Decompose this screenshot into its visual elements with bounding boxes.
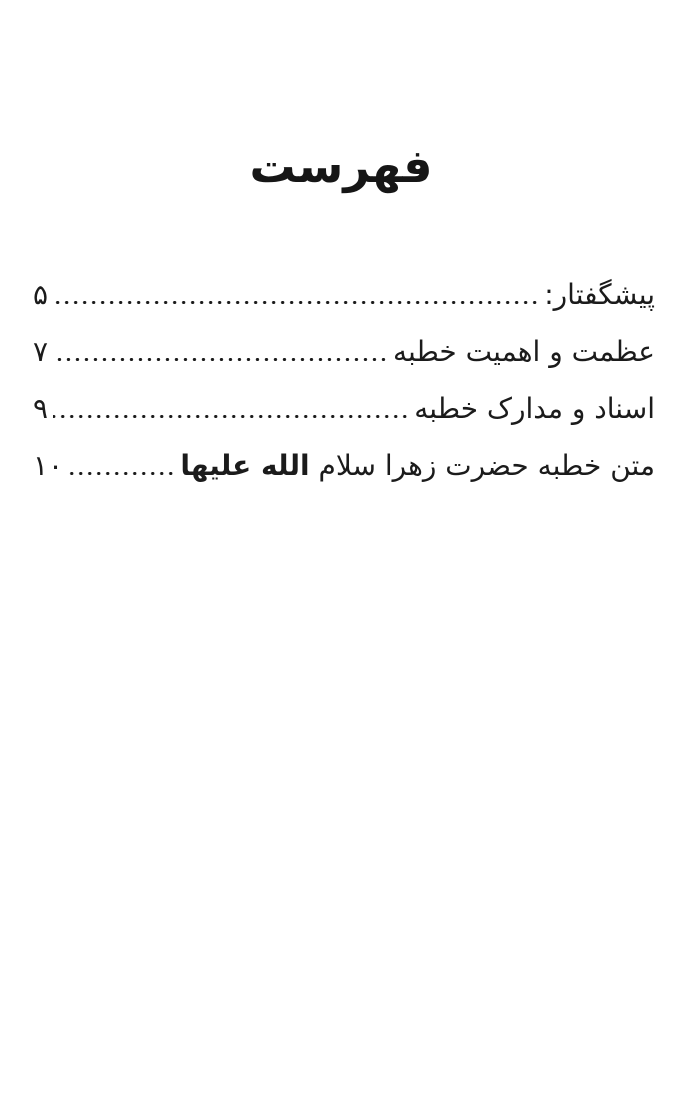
dotted-leader bbox=[53, 301, 539, 304]
toc-entry-label-honorific: الله علیها bbox=[180, 449, 310, 482]
toc-entry-label-text: متن خطبه حضرت زهرا سلام bbox=[309, 449, 655, 482]
toc-entry-page-number: ۱۰ bbox=[33, 449, 64, 482]
toc-entry bbox=[33, 266, 655, 323]
toc-entry-label bbox=[180, 449, 655, 482]
page-title: فهرست bbox=[249, 139, 433, 193]
toc-entry bbox=[33, 437, 655, 494]
toc-entry bbox=[33, 380, 655, 437]
toc-entry bbox=[33, 323, 655, 380]
dotted-leader bbox=[53, 358, 388, 361]
toc-entry-page-number: ۹ bbox=[33, 392, 49, 425]
toc-list bbox=[0, 266, 682, 494]
dotted-leader bbox=[68, 472, 175, 475]
dotted-leader bbox=[53, 415, 409, 418]
toc-entry-page-number: ۷ bbox=[33, 335, 49, 368]
toc-entry-label: اسناد و مدارک خطبه bbox=[414, 392, 655, 425]
toc-entry-label: عظمت و اهمیت خطبه bbox=[393, 335, 655, 368]
toc-entry-label: پیشگفتار: bbox=[544, 278, 655, 311]
toc-entry-page-number: ۵ bbox=[33, 278, 49, 311]
